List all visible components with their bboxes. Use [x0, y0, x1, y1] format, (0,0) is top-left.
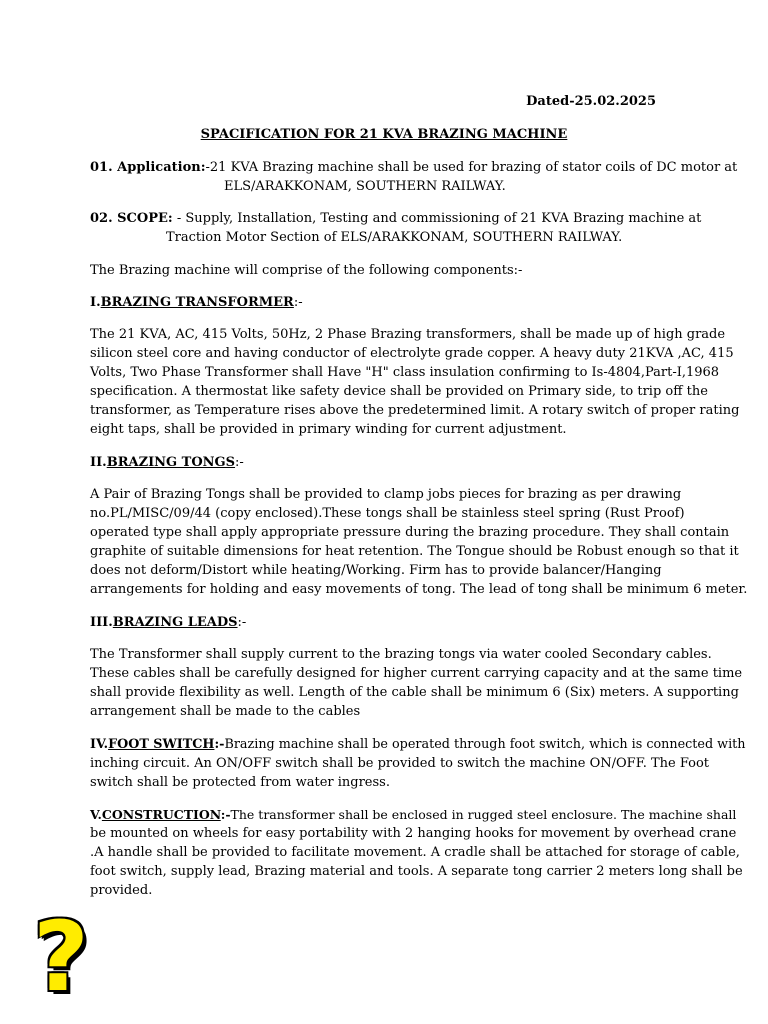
scope-line-1: 02. SCOPE: - Supply, Installation, Testing and commissioning of 21 KVA Brazing machine at [90, 211, 702, 226]
paragraph-line: silicon steel core and having conductor of electrolyte grade copper. A heavy duty 21KVA ,AC, 415 [90, 346, 734, 361]
scope-label: 02. SCOPE: [90, 211, 173, 226]
paragraph-line: transformer, as Temperature rises above the predetermined limit. A rotary switch of proper rating [90, 403, 740, 418]
paragraph-line: inching circuit. An ON/OFF switch shall be provided to switch the machine ON/OFF. The Foot [90, 756, 710, 771]
paragraph-line: specification. A thermostat like safety device shall be provided on Primary side, to trip off the [90, 384, 708, 399]
paragraph-line: no.PL/MISC/09/44 (copy enclosed).These tongs shall be stainless steel spring (Rust Proof) [90, 506, 685, 521]
section-heading-tongs: II.BRAZING TONGS:- [90, 455, 244, 470]
paragraph-line: These cables shall be carefully designed for higher current carrying capacity and at the same time [90, 666, 743, 681]
paragraph-line: .A handle shall be provided to facilitate movement. A cradle shall be attached for storage of cable, [90, 845, 740, 860]
paragraph-line: switch shall be protected from water ingress. [90, 775, 390, 790]
paragraph-line: be mounted on wheels for easy portability with 2 hanging hooks for movement by overhead crane [90, 826, 737, 841]
paragraph-line: graphite of suitable dimensions for heat retention. The Tongue should be Robust enough so that it [90, 544, 739, 559]
section-heading-foot-switch: IV.FOOT SWITCH:-Brazing machine shall be operated through foot switch, which is connected with [90, 737, 746, 752]
paragraph-line: shall provide flexibility as well. Length of the cable shall be minimum 6 (Six) meters. A supporting [90, 685, 739, 700]
paragraph-line: operated type shall apply appropriate pressure during the brazing procedure. They shall contain [90, 525, 730, 540]
paragraph-line: Volts, Two Phase Transformer shall Have "H" class insulation confirming to Is-4804,Part-I,1968 [90, 365, 720, 380]
paragraph-line: provided. [90, 883, 153, 898]
paragraph-line: does not deform/Distort while heating/Working. Firm has to provide balancer/Hanging [90, 563, 662, 578]
paragraph-line: foot switch, supply lead, Brazing material and tools. A separate tong carrier 2 meters long shall be [90, 864, 743, 879]
question-mark-icon[interactable]: ? [33, 901, 89, 1013]
paragraph-line: The Transformer shall supply current to the brazing tongs via water cooled Secondary cables. [90, 647, 712, 662]
application-line-1: 01. Application:-21 KVA Brazing machine shall be used for brazing of stator coils of DC motor at [90, 160, 738, 175]
section-heading-transformer: I.BRAZING TRANSFORMER:- [90, 295, 303, 310]
section-heading-leads: III.BRAZING LEADS:- [90, 615, 247, 630]
application-label: 01. Application: [90, 160, 206, 175]
paragraph-line: arrangement shall be made to the cables [90, 704, 361, 719]
paragraph-line: The 21 KVA, AC, 415 Volts, 50Hz, 2 Phase Brazing transformers, shall be made up of high grade [90, 327, 726, 342]
section-heading-construction: V.CONSTRUCTION:-The transformer shall be enclosed in rugged steel enclosure. The machine shall [90, 807, 737, 822]
document-date: Dated-25.02.2025 [526, 94, 656, 109]
application-line-2: ELS/ARAKKONAM, SOUTHERN RAILWAY. [224, 179, 506, 194]
paragraph-line: eight taps, shall be provided in primary winding for current adjustment. [90, 422, 567, 437]
scope-line-2: Traction Motor Section of ELS/ARAKKONAM, SOUTHERN RAILWAY. [166, 230, 623, 245]
paragraph-line: A Pair of Brazing Tongs shall be provided to clamp jobs pieces for brazing as per drawing [90, 487, 682, 502]
document-title: SPACIFICATION FOR 21 KVA BRAZING MACHINE [200, 127, 568, 142]
paragraph-line: arrangements for holding and easy movements of tong. The lead of tong shall be minimum 6 meter. [90, 582, 748, 597]
intro-text: The Brazing machine will comprise of the following components:- [90, 263, 523, 278]
